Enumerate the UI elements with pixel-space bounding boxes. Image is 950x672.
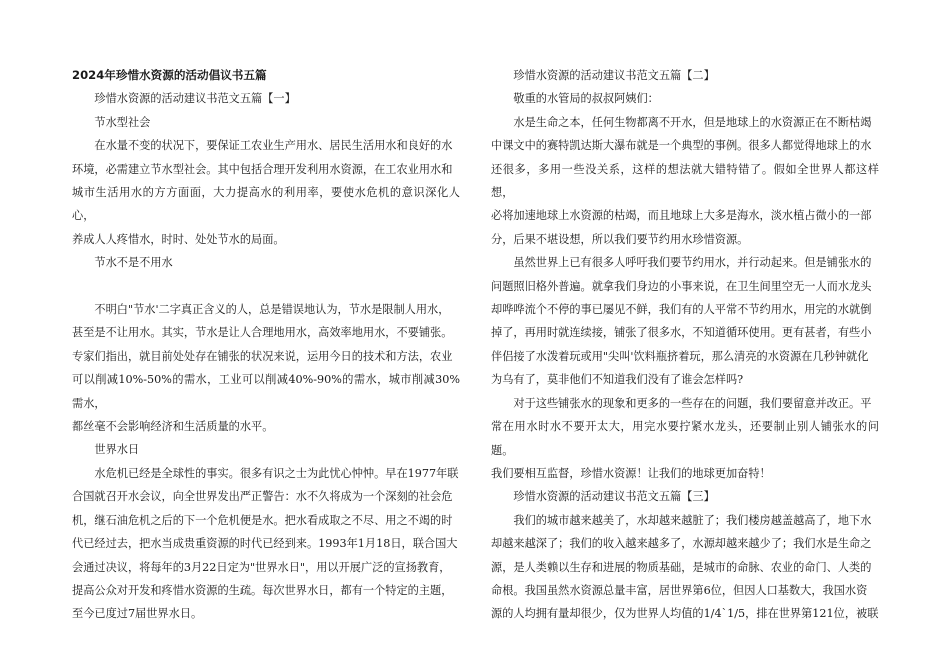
document-title: 2024年珍惜水资源的活动倡议书五篇 bbox=[72, 68, 267, 82]
paragraph: 珍惜水资源的活动建议书范文五篇【一】 bbox=[94, 92, 296, 106]
left-column bbox=[72, 64, 460, 626]
paragraph: 不明白"节水'二字真正含义的人，总是错误地认为，节水是限制人用水， 甚至是不让用水。其实，节水是让人合理地用水，高效率地用水，不要铺张。 专家们指出，就目前处处存在铺张的状况来说，运用今日的技术和方法，农业 可以削减10%-50%的需水，工业可以削减40%-90%的需水，城市削减30%需水， 都丝毫不会影响经济和生活质量的水平。 bbox=[72, 303, 460, 434]
right-column-body bbox=[491, 64, 879, 626]
paragraph: 节水型社会 bbox=[94, 115, 151, 129]
paragraph: 敬重的水管局的叔叔阿姨们： bbox=[513, 92, 659, 106]
paragraph: 珍惜水资源的活动建议书范文五篇【二】 bbox=[513, 69, 715, 82]
blank-line bbox=[72, 275, 460, 298]
left-column-body bbox=[72, 87, 460, 625]
paragraph: 节水不是不用水 bbox=[94, 256, 173, 270]
paragraph: 在水量不变的状况下，要保证工农业生产用水、居民生活用水和良好的水 环境，必需建立节水型社会。其中包括合理开发利用水资源，在工农业用水和 城市生活用水的方方面面，大力提高水的利用率，要使水危机的意识深化人心， 养成人人疼惜水，时时、处处节水的局面。 bbox=[72, 139, 460, 246]
right-column bbox=[491, 64, 879, 626]
paragraph: 我们的城市越来越美了，水却越来越脏了；我们楼房越盖越高了，地下水 却越来越深了；我们的收入越来越多了，水源却越来越少了；我们水是生命之 源，是人类赖以生存和进展的物质基础，是城市的命脉、农业的命门、人类的 命根。我国虽然水资源总量丰富，居世界第6位，但因人口基数大，我国水资 源的人均拥有量却很少，仅为世界人均值的1/4`1/5，排在世界第121位，被联 bbox=[491, 513, 879, 621]
paragraph: 对于这些铺张水的现象和更多的一些存在的问题，我们要留意并改正。平 常在用水时水不要开太大，用完水要拧紧水龙头，还要制止别人铺张水的问题。 我们要相互监督，珍惜水资源！让我们的地球更加奋特！ bbox=[491, 396, 879, 480]
paragraph: 虽然世界上已有很多人呼吁我们要节约用水，并行动起来。但是铺张水的 问题照旧格外普遍。就拿我们身边的小事来说，在卫生间里空无一人而水龙头 却哗哗流个不停的事已屡见不鲜，我们有的人平常不节约用水，用完的水就倒 掉了，再用时就连续接，铺张了很多水，不知道循环使用。更有甚者，有些小 伴侣接了水泼着玩或用"尖叫'饮料瓶挤着玩，那么清亮的水资源在几秒钟就化 为乌有了，莫非他们不知道我们没有了谁会怎样吗? bbox=[491, 256, 872, 387]
paragraph: 珍惜水资源的活动建议书范文五篇【三】 bbox=[513, 490, 715, 504]
paragraph: 水危机已经是全球性的事实。很多有识之士为此忧心忡忡。早在1977年联 合国就召开水会议，向全世界发出严正警告：水不久将成为一个深刻的社会危 机，继石油危机之后的下一个危机便是水。把水看成取之不尽、用之不竭的时 代已经过去，把水当成贵重资源的时代已经到来。1993年1月18日，联合国大 会通过决议，将每年的3月22日定为"世界水日"，用以开展广泛的宣扬教育， 提高公众对开发和疼惜水资源的生疏。每次世界水日，都有一个特定的主题， 至今已度过7届世界水日。 bbox=[72, 466, 459, 621]
paragraph: 水是生命之本，任何生物都离不开水，但是地球上的水资源正在不断枯竭 中课文中的赛特凯达斯大瀑布就是一个典型的事例。很多人都觉得地球上的水 还很多，多用一些没关系，这样的想法就大错特错了。假如全世界人都这样想， 必将加速地球上水资源的枯竭，而且地球上大多是海水，淡水植占微小的一部 分，后果不堪设想，所以我们要节约用水珍惜资源。 bbox=[491, 115, 879, 246]
paragraph: 世界水日 bbox=[94, 443, 140, 457]
